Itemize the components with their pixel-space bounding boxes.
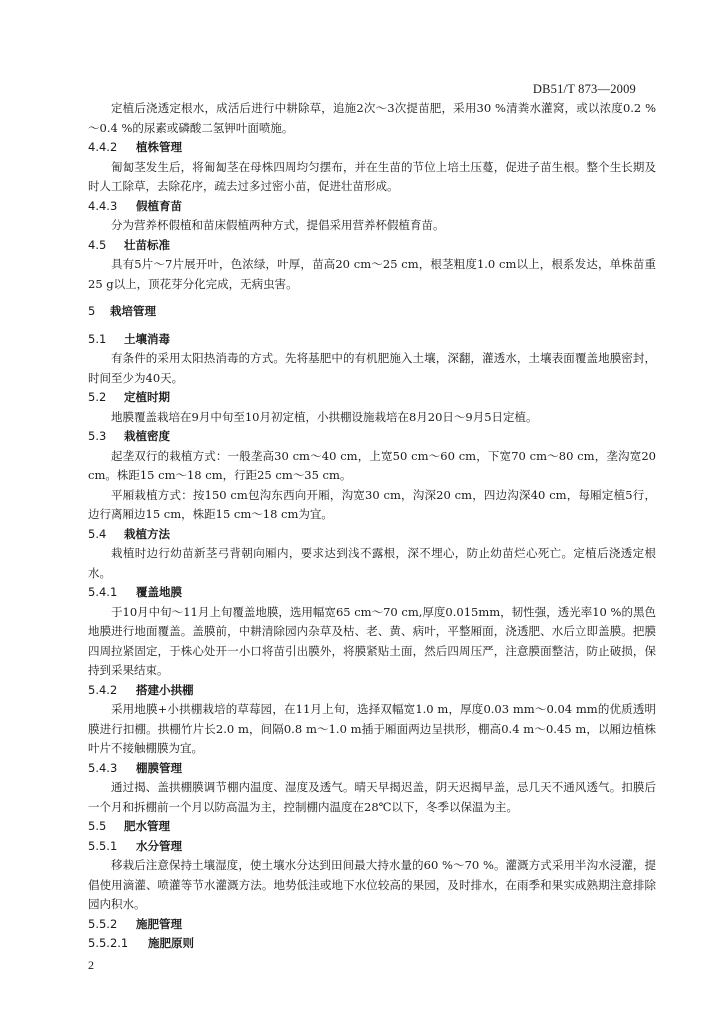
- section-title: 植株管理: [136, 140, 182, 154]
- page-number: 2: [88, 958, 94, 972]
- section-title: 水分管理: [136, 838, 182, 853]
- paragraph: 于10月中旬～11月上旬覆盖地膜，选用幅宽65 cm～70 cm,厚度0.015mm，韧性强，透光率10 %的黑色地膜进行地面覆盖。盖膜前，中耕清除园内杂草及枯、老、黄、病叶，平整厢面，浇透肥、水后立即盖膜。把膜四周拉紧固定，于株心处开一小口将苗引出膜外，将膜紧贴土面，然后四周压严，注意膜面整洁，防止破损，保持到采果结束。: [88, 604, 656, 677]
- section-number: 5: [88, 304, 96, 318]
- section-heading: [88, 427, 656, 447]
- section-heading: [88, 138, 656, 158]
- section-number: 4.4.2: [88, 140, 118, 154]
- section-title: 肥水管理: [124, 819, 170, 833]
- section-title: 壮苗标准: [124, 237, 170, 252]
- section-title: 土壤消毒: [124, 331, 170, 346]
- section-title: 覆盖地膜: [136, 585, 182, 599]
- section-heading: [88, 197, 656, 217]
- section-title: 棚膜管理: [136, 760, 182, 775]
- section-title: 施肥管理: [136, 916, 182, 931]
- section-number: 4.4.3: [88, 198, 118, 213]
- section-title: 栽培管理: [110, 304, 156, 318]
- section-number: 5.3: [88, 429, 107, 443]
- section-title: 施肥原则: [148, 936, 194, 950]
- paragraph: 平厢栽植方式：按150 cm包沟东西向开厢，沟宽30 cm，沟深20 cm，四边沟深40 cm，每厢定植5行，边行离厢边15 cm，株距15 cm～18 cm为宜。: [88, 487, 656, 521]
- section-number: 5.2: [88, 390, 107, 404]
- paragraph: 采用地膜+小拱棚栽培的草莓园，在11月上旬，选择双幅宽1.0 m，厚度0.03 mm～0.04 mm的优质透明膜进行扣棚。拱棚竹片长2.0 m，间隔0.8 m～1.0 m插于厢面两边呈拱形，棚高0.4 m～0.45 m，以厢边植株叶片不接触棚膜为宜。: [88, 702, 656, 755]
- section-number: 5.4.2: [88, 682, 118, 697]
- section-number: 5.5: [88, 819, 107, 833]
- section-number: 5.5.2: [88, 916, 118, 931]
- section-title: 栽植方法: [124, 526, 170, 541]
- section-number: 5.4.3: [88, 760, 118, 775]
- section-heading: [88, 934, 656, 954]
- paragraph: 匍匐茎发生后，将匍匐茎在母株四周均匀摆布，并在生苗的节位上培土压蔓，促进子苗生根。整个生长期及时人工除草，去除花序，疏去过多过密小苗，促进壮苗形成。: [88, 159, 656, 193]
- paragraph: 分为营养杯假植和苗床假植两种方式，提倡采用营养杯假植育苗。: [111, 218, 445, 232]
- paragraph: 具有5片～7片展开叶，色浓绿，叶厚，苗高20 cm～25 cm，根茎粗度1.0 cm以上，根系发达，单株苗重25 g以上，顶花芽分化完成，无病虫害。: [88, 257, 656, 291]
- section-number: 4.5: [88, 237, 107, 252]
- section-number: 5.4.1: [88, 585, 118, 599]
- section-number: 5.4: [88, 526, 107, 541]
- section-number: 5.5.2.1: [88, 936, 129, 950]
- section-heading: [88, 915, 656, 935]
- paragraph: 通过揭、盖拱棚膜调节棚内温度、湿度及透气。晴天早揭迟盖，阴天迟揭早盖，忌几天不通风透气。扣膜后一个月和拆棚前一个月以防高温为主，控制棚内温度在28℃以下，冬季以保温为主。: [88, 780, 656, 814]
- section-heading: [88, 681, 656, 701]
- section-title: 假植育苗: [136, 198, 182, 213]
- document-body: [88, 99, 656, 954]
- section-heading: [88, 388, 656, 408]
- section-heading: [88, 583, 656, 603]
- section-heading: [88, 236, 656, 256]
- section-number: 5.1: [88, 331, 107, 346]
- paragraph: 地膜覆盖栽培在9月中旬至10月初定植，小拱棚设施栽培在8月20日～9月5日定植。: [111, 409, 538, 424]
- section-heading: [88, 817, 656, 837]
- paragraph: 起垄双行的栽植方式：一般垄高30 cm～40 cm，上宽50 cm～60 cm，下宽70 cm～80 cm，垄沟宽20 cm。株距15 cm～18 cm，行距25 cm～35 cm。: [88, 448, 656, 482]
- section-heading: [88, 330, 656, 350]
- paragraph: 栽植时边行幼苗新茎弓背朝向厢内，要求达到浅不露根，深不埋心，防止幼苗烂心死亡。定植后浇透定根水。: [88, 546, 656, 580]
- section-heading: [88, 837, 656, 857]
- standard-code: DB51/T 873—2009: [532, 82, 636, 96]
- section-title: 栽植密度: [124, 429, 170, 443]
- paragraph: 有条件的采用太阳热消毒的方式。先将基肥中的有机肥施入土壤，深翻，灌透水，土壤表面覆盖地膜密封，时间至少为40天。: [88, 351, 656, 385]
- section-number: 5.5.1: [88, 838, 118, 853]
- section-heading: [88, 525, 656, 545]
- paragraph: 定植后浇透定根水，成活后进行中耕除草，追施2次～3次提苗肥，采用30 %清粪水灌窝，或以浓度0.2 %～0.4 %的尿素或磷酸二氢钾叶面喷施。: [88, 101, 656, 135]
- section-title: 搭建小拱棚: [136, 682, 194, 697]
- paragraph: 移栽后注意保持土壤湿度，使土壤水分达到田间最大持水量的60 %～70 %。灌溉方式采用半沟水浸灌，提倡使用滴灌、喷灌等节水灌溉方法。地势低洼或地下水位较高的果园，及时排水，在雨季和果实成熟期注意排除园内积水。: [88, 858, 656, 911]
- chapter-heading: [88, 302, 656, 322]
- section-title: 定植时期: [124, 390, 170, 404]
- section-heading: [88, 759, 656, 779]
